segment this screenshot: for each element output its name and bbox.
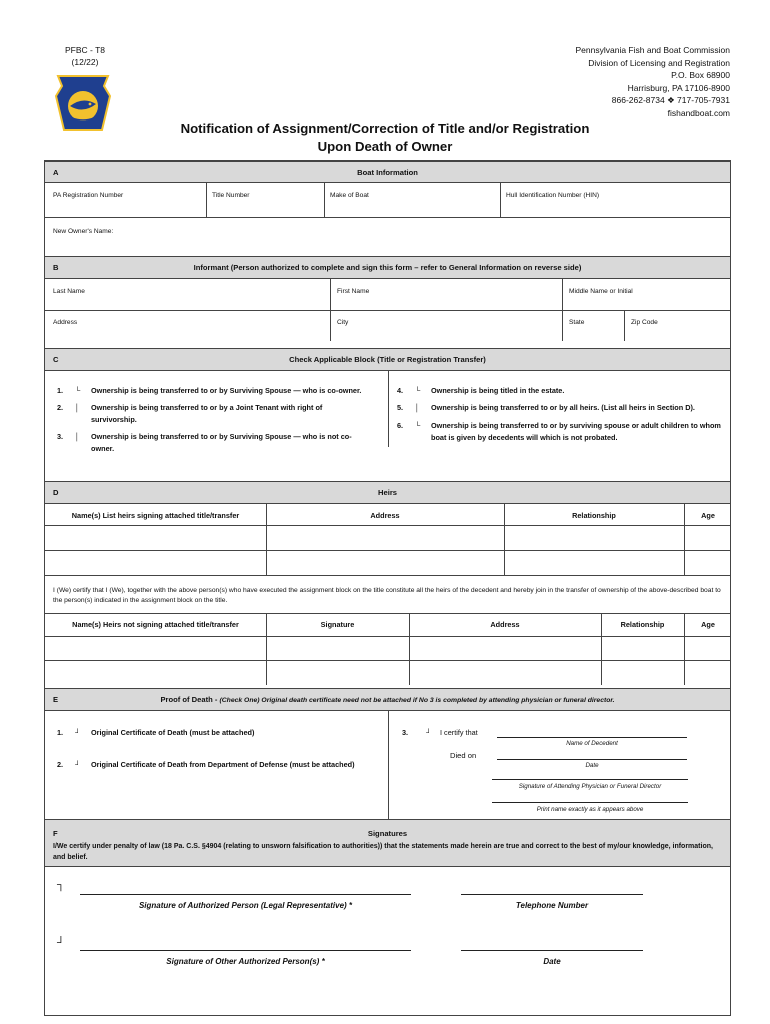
death-date-line[interactable] (497, 759, 687, 760)
section-title: Check Applicable Block (Title or Registration Transfer) (289, 355, 486, 364)
col-heir-name: Name(s) List heirs signing attached title/transfer (71, 511, 240, 520)
new-owner-name-field[interactable]: New Owner's Name: (53, 228, 114, 235)
col-signature: Signature (320, 620, 355, 629)
date-line[interactable] (461, 950, 643, 951)
agency-line: Harrisburg, PA 17106-8900 (627, 82, 730, 93)
section-f-header (45, 819, 730, 867)
pa-registration-field[interactable]: PA Registration Number (53, 192, 124, 199)
col-relationship: Relationship (620, 620, 665, 629)
checkbox-icon[interactable]: ┐ (57, 879, 65, 891)
physician-signature-line[interactable] (492, 779, 688, 780)
section-letter: B (53, 263, 59, 272)
section-a-header (45, 161, 730, 183)
caption-other-signature: Signature of Other Authorized Person(s) * (166, 957, 325, 966)
checkbox-icon[interactable]: ┘ (426, 728, 432, 737)
form-code: PFBC - T8 (65, 45, 105, 55)
form-revision: (12/22) (71, 57, 99, 67)
section-title: Boat Information (357, 168, 418, 177)
section-b-header (45, 256, 730, 279)
section-title: Informant (Person authorized to complete and sign this form – refer to General Information on reverse side) (193, 263, 582, 272)
title-number-field[interactable]: Title Number (212, 192, 250, 199)
heirs-certification: I (We) certify that I (We), together with the above person(s) who have executed the assignment block on the title constitute all the heirs of the decedent and hereby join in the transfer of ownership of the above-described boat to the person(s) indicated in the assignment block on the title. (53, 587, 721, 604)
col-relationship: Relationship (572, 511, 616, 520)
caption-authorized-signature: Signature of Authorized Person (Legal Representative) * (138, 901, 353, 910)
form-title (0, 120, 770, 156)
telephone-line[interactable] (461, 894, 643, 895)
checkbox-icon[interactable]: └ (415, 421, 421, 430)
col-age: Age (701, 511, 715, 520)
caption-date: Date (585, 762, 599, 769)
state-field[interactable]: State (569, 319, 585, 326)
checkbox-icon[interactable]: └ (415, 386, 421, 395)
table-row[interactable] (45, 637, 732, 660)
section-d-header (45, 481, 730, 504)
col-address: Address (490, 620, 520, 629)
authorized-signature-line[interactable] (80, 894, 411, 895)
section-subtitle: (Check One) Original death certificate need not be attached if No 3 is completed by attending physician or funeral director. (219, 697, 615, 704)
title-line-2: Upon Death of Owner (317, 139, 453, 154)
section-letter: D (53, 488, 59, 497)
print-name-line[interactable] (492, 802, 688, 803)
hin-field[interactable]: Hull Identification Number (HIN) (506, 192, 600, 199)
checkbox-icon[interactable]: │ (75, 403, 80, 412)
checkbox-icon[interactable]: │ (75, 432, 80, 441)
agency-address (576, 44, 731, 120)
first-name-field[interactable]: First Name (337, 288, 370, 295)
col-age: Age (701, 620, 715, 629)
checkbox-icon[interactable]: │ (415, 403, 420, 412)
section-e-header (45, 688, 730, 711)
checkbox-icon[interactable]: ┘ (75, 728, 81, 737)
caption-physician-signature: Signature of Attending Physician or Funeral Director (518, 783, 662, 790)
section-title: Heirs (378, 488, 397, 497)
last-name-field[interactable]: Last Name (53, 288, 85, 295)
checkbox-icon[interactable]: ┘ (75, 760, 81, 769)
section-title: Proof of Death - (160, 695, 220, 704)
agency-line: 866-262-8734 ❖ 717-705-7931 (611, 95, 730, 106)
section-title: Signatures (367, 829, 408, 838)
title-line-1: Notification of Assignment/Correction of Title and/or Registration (180, 121, 590, 136)
zip-code-field[interactable]: Zip Code (631, 319, 658, 326)
caption-print-name: Print name exactly as it appears above (536, 806, 644, 813)
checkbox-icon[interactable]: └ (75, 386, 81, 395)
city-field[interactable]: City (337, 319, 349, 326)
section-letter: E (53, 695, 59, 704)
make-of-boat-field[interactable]: Make of Boat (330, 192, 369, 199)
section-letter: F (53, 829, 58, 838)
form-body: A Boat Information PA Registration Number Title Number Make of Boat Hull Identification Number (HIN) New Owner's Name: B Informant (Person authorized to complete and sign this form – refer to General Information on reverse side) Last Name First Name Middle Name or Initial Address City State Zip Code C Check Applicable Block (Title or Registration Transfer) 1. └ Ownership is being transferred to or by Surviving Spouse — who is co-owner. 2. │ Ownership is being transferred to or by a Joint Tenant with right of survivorship. 3. │ Ownership is being transferred to or by Surviving Spouse — who is not co-owner. 4. └ Ownership is being titled in the estate. 5. │ Ownership is being transferred to or by all heirs. (List all heirs in Section D). 6. └ Ownership is being transferred to or by surviving spouse or adult children to whom boat is given by decedents will which is not probated. D Heirs Name(s) List heirs signing attached title/transfer Address Relationship Age I (We) certify that I (We), together with the above person(s) who have executed the assignment block on the title constitute all the heirs of the decedent and hereby join in the transfer of ownership of the above-described boat to the person(s) indicated in the assignment block on the title. Name(s) Heirs not signing attached title/transfer Signature Address Relationship Age E Proof of Death - (Check One) Original death certificate need not be attached if No 3 is completed by attending physician or funeral director. 1. ┘ Original Certificate of Death (must be attached) 2. ┘ Original Certificate of Death from Department of Defense (must be attached) 3. ┘ I certify that Name of Decedent Died on Date Signature of Attending Physician or Funeral Director Print name exactly as it appears above F Signatures I/We certify under penalty of law (18 Pa. C.S. §4904 (relating to unsworn falsification to authorities)) that the statements made herein are true and correct to the best of my/our knowledge, information, and belief. ┐ Signature of Authorized Person (Legal Representative) * Telephone Number ┘ Signature of Other Authorized Person(s) * Date (44, 160, 731, 1016)
died-on-label: Died on (450, 751, 477, 760)
section-letter: C (53, 355, 59, 364)
caption-telephone: Telephone Number (515, 901, 589, 910)
middle-name-field[interactable]: Middle Name or Initial (569, 288, 633, 295)
agency-website: fishandboat.com (667, 107, 730, 118)
col-address: Address (370, 511, 400, 520)
table-row[interactable] (45, 551, 732, 575)
agency-line: P.O. Box 68900 (671, 70, 730, 81)
section-c-header (45, 348, 730, 371)
certification-statement: I/We certify under penalty of law (18 Pa. C.S. §4904 (relating to unsworn falsification to authorities)) that the statements made herein are true and correct to the best of my/our knowledge, information, and belief. (53, 843, 713, 861)
agency-line: Pennsylvania Fish and Boat Commission (575, 45, 730, 55)
agency-line: Division of Licensing and Registration (588, 57, 730, 68)
caption-decedent: Name of Decedent (566, 740, 618, 747)
address-field[interactable]: Address (53, 319, 78, 326)
other-signature-line[interactable] (80, 950, 411, 951)
checkbox-icon[interactable]: ┘ (57, 937, 65, 949)
col-heir-name-not-signing: Name(s) Heirs not signing attached title/transfer (72, 620, 239, 629)
section-letter: A (53, 168, 59, 177)
table-row[interactable] (45, 661, 732, 684)
decedent-name-line[interactable] (497, 737, 687, 738)
form-id (60, 44, 110, 68)
table-row[interactable] (45, 526, 732, 550)
caption-date: Date (543, 957, 561, 966)
